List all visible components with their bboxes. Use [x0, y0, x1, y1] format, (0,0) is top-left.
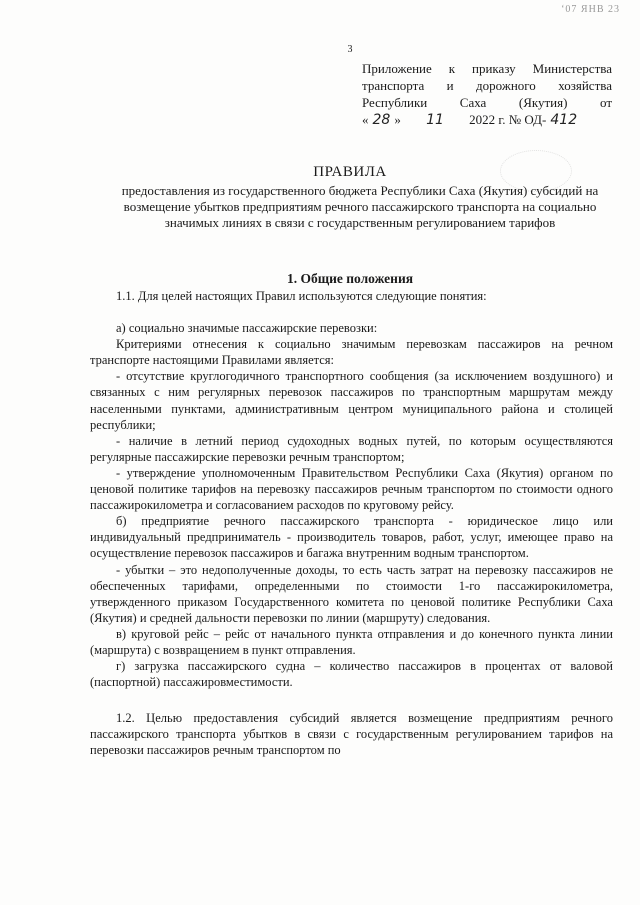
handwritten-day: 28	[372, 112, 391, 128]
document-body	[90, 288, 613, 759]
date-close-quote: »	[394, 112, 401, 127]
paragraph-criterion-1: - отсутствие круглогодичного транспортного сообщения (за исключением воздушного) и связанных с ним регулярных перевозок пассажиров по транспортным маршрутам между населенными пунктами, административным центром муниципального района и столицей республики;	[90, 369, 613, 432]
paragraph-criterion-2: - наличие в летний период судоходных водных путей, по которым осуществляются регулярные пассажирские перевозки речным транспортом;	[90, 433, 613, 464]
handwritten-month: 11	[426, 112, 444, 128]
section-heading: 1. Общие положения	[286, 271, 414, 286]
paragraph-v: в) круговой рейс – рейс от начального пункта отправления и до конечного пункта линии (маршрута) с возвращением в пункт отправления.	[90, 626, 613, 657]
paragraph-b: б) предприятие речного пассажирского транспорта - юридическое лицо или индивидуальный предприниматель - производитель товаров, работ, услуг, имеющее право на осуществление перевозок пассажиров и багажа внутренним водным транспортом.	[90, 514, 613, 561]
document-title: ПРАВИЛА	[313, 164, 387, 180]
paragraph-1-2: 1.2. Целью предоставления субсидий является возмещение предприятиям речного пассажирского транспорта убытков в связи с государственным регулированием тарифов на перевозки пассажиров речным транспортом по	[90, 711, 613, 758]
appendix-line-2: транспорта и дорожного хозяйства	[362, 78, 612, 93]
paragraph-intro: 1.1. Для целей настоящих Правил используются следующие понятия:	[116, 289, 487, 303]
paragraph-criterion-3: - утверждение уполномоченным Правительством Республики Саха (Якутия) органом по ценовой политике тарифов на перевозку пассажиров речным транспортом по стоимости одного пассажирокилометра и согласованием расходов по круговому рейсу.	[90, 465, 613, 513]
handwritten-order-number: 412	[550, 112, 578, 128]
page-number: 3	[347, 44, 353, 55]
appendix-line-1: Приложение к приказу Министерства	[362, 61, 612, 76]
paragraph-a: а) социально значимые пассажирские перевозки:	[116, 321, 378, 336]
date-open-quote: «	[362, 112, 369, 127]
date-year-and-number-prefix: 2022 г. № ОД-	[469, 112, 547, 127]
appendix-line-3: Республики Саха (Якутия) от	[362, 95, 612, 110]
paragraph-criteria: Критериями отнесения к социально значимым перевозкам пассажиров на речном транспорте настоящими Правилами является:	[90, 337, 613, 368]
appendix-date-line	[362, 111, 612, 129]
document-subtitle: предоставления из государственного бюджета Республики Саха (Якутия) субсидий на возмещение убытков предприятиям речного пассажирского транспорта на социально значимых линиях в связи с государственным регулированием тарифов	[121, 183, 599, 230]
paragraph-losses: - убытки – это недополученные доходы, то есть часть затрат на перевозку пассажиров не обеспеченных тарифами, определенными по стоимости 1-го пассажирокилометра, утвержденного приказом Государственного комитета по ценовой политике Республики Саха (Якутия) и средней дальности перевозки по линии (маршруту) следования.	[90, 562, 613, 625]
registration-stamp: ʻ07 ЯНВ 23	[561, 4, 620, 15]
paragraph-g: г) загрузка пассажирского судна – количество пассажиров в процентах от валовой (паспортной) пассажировместимости.	[90, 659, 613, 690]
appendix-header	[362, 60, 612, 129]
